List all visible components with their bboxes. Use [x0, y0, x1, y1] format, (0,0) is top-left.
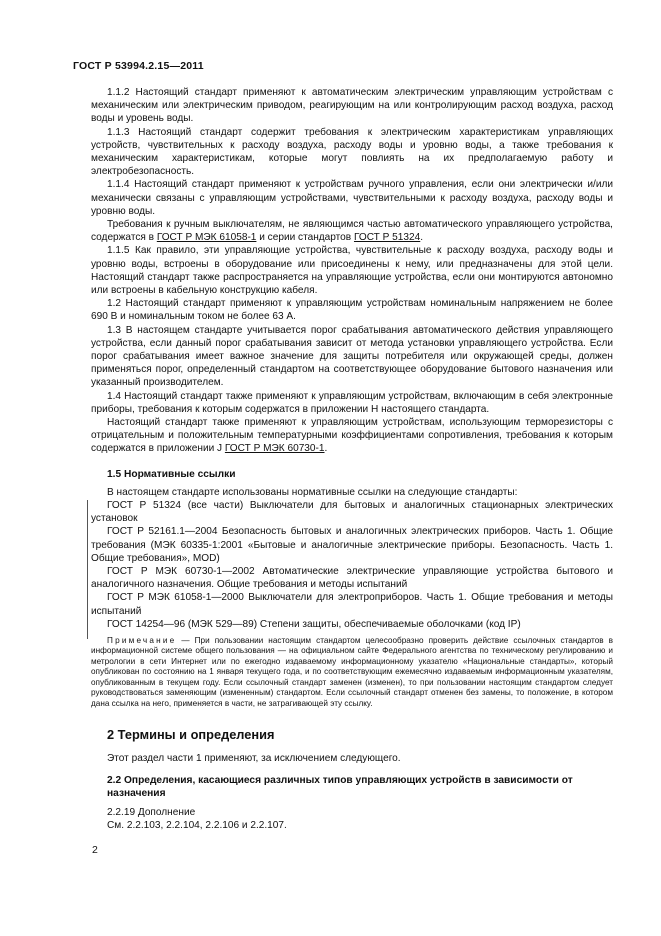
text-span: Требования к ручным выключателям, не являющимся частью автоматического управляющего устройства, содержатся в — [91, 219, 613, 244]
text-span: и серии стандартов — [256, 232, 354, 244]
section-2-intro: Этот раздел части 1 применяют, за исключением следующего. — [107, 753, 401, 765]
change-bar — [87, 500, 88, 639]
references-intro: В настоящем стандарте использованы нормативные ссылки на следующие стандарты: — [107, 486, 518, 498]
paragraph-1-4: 1.4 Настоящий стандарт также применяют к управляющим устройствам, включающим в себя электронные приборы, требования к которым содержатся в приложении Н настоящего стандарта. — [91, 390, 613, 415]
page-header-title: ГОСТ Р 53994.2.15—2011 — [73, 60, 204, 72]
text-span: . — [420, 232, 424, 244]
reference-item: ГОСТ 14254—96 (МЭК 529—89) Степени защиты, обеспечиваемые оболочками (код IP) — [107, 618, 521, 630]
reference-item: ГОСТ Р МЭК 60730-1—2002 Автоматические электрические управляющие устройства бытового и аналогичного назначения. Общие требования и методы испытаний — [91, 565, 613, 591]
paragraph-manual-switches — [91, 218, 613, 244]
paragraph-1-2: 1.2 Настоящий стандарт применяют к управляющим устройствам номинальным напряжением не более 690 В и номинальным током не более 63 А. — [91, 298, 613, 323]
note — [91, 636, 613, 710]
paragraph-thermistors — [91, 416, 613, 456]
paragraph-1-1-2: 1.1.2 Настоящий стандарт применяют к автоматическим электрическим управляющим устройствам с механическим или электрическим приводом, реагирующим на или контролирующим расход воздуха, расход воды и уровень воды. — [91, 87, 613, 125]
page-number: 2 — [92, 844, 98, 856]
paragraph-1-3: 1.3 В настоящем стандарте учитывается порог срабатывания автоматического действия управляющего устройства, если данный порог срабатывания зависит от метода установки управляющего устройства. Если порог срабатывания имеет важное значение для защиты потребителя или окружающей среды, должен применяться порог, определенный стандартом на соответствующее оборудование бытового назначения или указанный производителем. — [91, 324, 613, 389]
document-body — [91, 86, 613, 832]
text-span: . — [324, 443, 328, 455]
note-text: — При пользовании настоящим стандартом целесообразно проверить действие ссылочных стандартов в информационной системе общего пользования — на официальном сайте Федерального агентства по техническому регулированию и метрологии в сети Интернет или по ежегодно издаваемому информационному указателю «Национальные стандарты», который опубликован по состоянию на 1 января текущего года, и по соответствующим ежемесячно издаваемым информационным указателям, опубликованным в текущем году. Если ссылочный стандарт заменен (изменен), то при пользовании настоящим стандартом следует руководствоваться заменяющим (измененным) стандартом. Если ссылочный стандарт отменен без замены, то положение, в котором дана ссылка на него, применяется в части, не затрагивающей эту ссылку. — [91, 635, 613, 708]
link-gost-51324[interactable]: ГОСТ Р 51324 — [353, 232, 421, 244]
normative-references — [91, 486, 613, 710]
section-heading-2-2: 2.2 Определения, касающиеся различных типов управляющих устройств в зависимости от назначения — [107, 774, 573, 799]
paragraph-1-1-3: 1.1.3 Настоящий стандарт содержит требования к электрическим характеристикам управляющих устройств, чувствительных к расходу воздуха, расходу воды и уровню воды, а также требования к механическим характеристикам, которые могут повлиять на их предполагаемую работу и электробезопасность. — [91, 126, 613, 178]
note-label: Примечание — [107, 635, 177, 645]
section-heading-1-5: 1.5 Нормативные ссылки — [107, 468, 236, 480]
reference-item: ГОСТ Р МЭК 61058-1—2000 Выключатели для электроприборов. Часть 1. Общие требования и методы испытаний — [91, 592, 613, 617]
reference-item: ГОСТ Р 51324 (все части) Выключатели для бытовых и аналогичных стационарных электрических установок — [91, 499, 613, 525]
link-gost-iec-60730-1[interactable]: ГОСТ Р МЭК 60730-1 — [224, 443, 325, 455]
addition-2-2-19: 2.2.19 Дополнение — [107, 807, 196, 819]
see-references: См. 2.2.103, 2.2.104, 2.2.106 и 2.2.107. — [107, 820, 287, 832]
reference-item: ГОСТ Р 52161.1—2004 Безопасность бытовых и аналогичных электрических приборов. Часть 1. Общие требования (МЭК 60335-1:2001 «Бытовые и аналогичные электрические приборы. Безопасность. Часть 1. Общие требования», MOD) — [91, 526, 613, 564]
text-span: Настоящий стандарт также применяют к управляющим устройствам, использующим терморезисторы с отрицательным и положительным температурными коэффициентами сопротивления, требования к которым содержатся в приложении J — [91, 417, 613, 455]
paragraph-1-1-4: 1.1.4 Настоящий стандарт применяют к устройствам ручного управления, если они электрически и/или механически связаны с управляющим устройствами, чувствительными к расходу воздуха, расходу воды и уровню воды. — [91, 179, 613, 217]
paragraph-1-1-5: 1.1.5 Как правило, эти управляющие устройства, чувствительные к расходу воздуха, расходу воды и уровню воды, встроены в оборудование или присоединены к нему, или предназначены для этой цели. Настоящий стандарт также распространяется на управляющие устройства, если они монтируются автономно или встроены в кабельную конструкцию кабеля. — [91, 245, 613, 297]
section-heading-2: 2 Термины и определения — [107, 727, 275, 743]
link-gost-iec-61058-1[interactable]: ГОСТ Р МЭК 61058-1 — [156, 232, 257, 244]
